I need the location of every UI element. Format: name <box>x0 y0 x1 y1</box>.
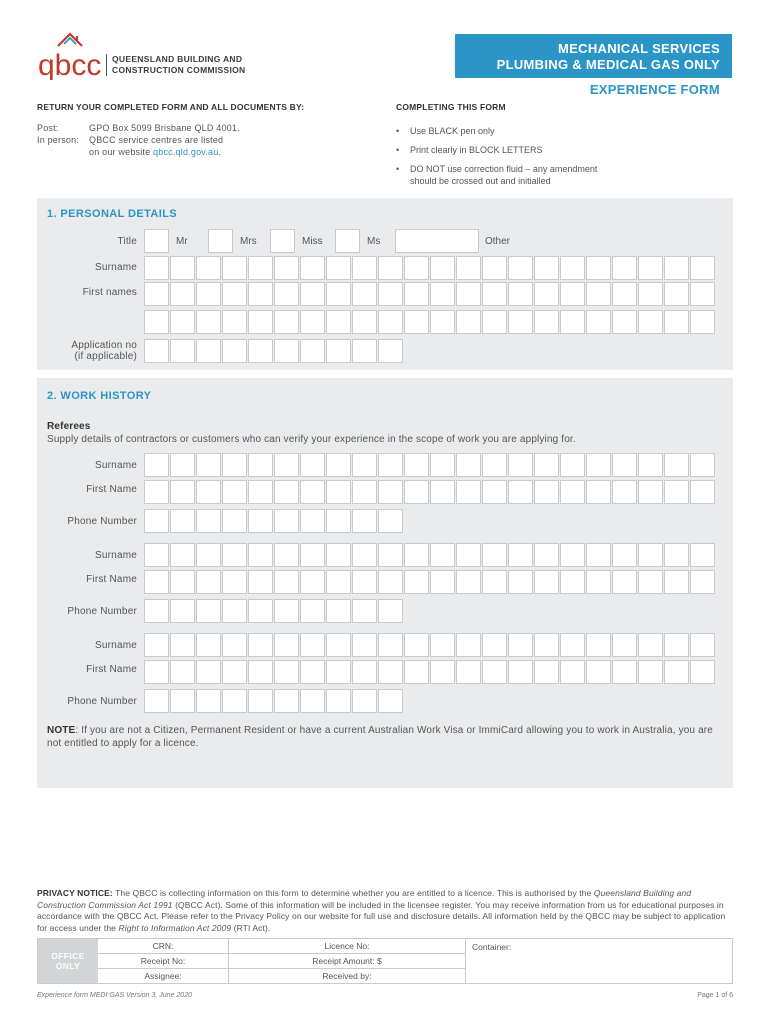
title-line2: PLUMBING & MEDICAL GAS ONLY <box>496 57 720 72</box>
title-label: Title <box>117 236 137 247</box>
referee2-phone-label: Phone Number <box>67 606 137 617</box>
referee1-phone-label: Phone Number <box>67 516 137 527</box>
visa-note: NOTE: If you are not a Citizen, Permanent Resident or have a current Australian Work Visa or ImmiCard allowing you to work in Australia, you are not entitled to apply for a licence. <box>47 725 713 749</box>
work-history-section <box>37 378 733 788</box>
bullet-block-letters: • Print clearly in BLOCK LETTERS <box>410 144 543 156</box>
footer-version: Experience form MEDI GAS Version 3, June 2020 <box>37 992 192 999</box>
post-label: Post: <box>37 123 59 133</box>
referee1-surname-field[interactable] <box>144 453 716 477</box>
office-use-table <box>37 938 733 984</box>
referees-heading: Referees <box>47 421 91 432</box>
receipt-amount-cell: Receipt Amount: $ <box>229 954 465 969</box>
logo-text-line2: CONSTRUCTION COMMISSION <box>112 65 246 75</box>
title-line1: MECHANICAL SERVICES <box>558 41 720 56</box>
receipt-no-cell: Receipt No: <box>98 954 228 969</box>
application-no-label: Application no (if applicable) <box>71 340 137 362</box>
in-person-line2: on our website qbcc.qld.gov.au. <box>89 147 222 157</box>
referee3-surname-field[interactable] <box>144 633 716 657</box>
office-col-2 <box>228 939 465 983</box>
office-col-1 <box>98 939 228 983</box>
completing-heading: COMPLETING THIS FORM <box>396 102 506 112</box>
title-mrs-label: Mrs <box>240 236 257 247</box>
post-value: GPO Box 5099 Brisbane QLD 4001. <box>89 123 240 133</box>
title-other-field[interactable] <box>395 229 479 253</box>
form-title-box <box>455 34 732 78</box>
logo-text <box>112 54 245 76</box>
received-by-cell: Received by: <box>322 971 372 981</box>
title-mr-label: Mr <box>176 236 188 247</box>
title-ms-label: Ms <box>367 236 381 247</box>
work-history-title: 2. WORK HISTORY <box>47 390 152 402</box>
personal-details-title: 1. PERSONAL DETAILS <box>47 208 178 220</box>
referee1-first-name-field[interactable] <box>144 480 716 504</box>
in-person-label: In person: <box>37 135 80 145</box>
assignee-cell: Assignee: <box>144 971 182 981</box>
title-ms-checkbox[interactable] <box>335 229 360 253</box>
referee3-first-name-field[interactable] <box>144 660 716 684</box>
title-miss-checkbox[interactable] <box>270 229 295 253</box>
title-mrs-checkbox[interactable] <box>208 229 233 253</box>
referee3-surname-label: Surname <box>95 640 137 651</box>
surname-field[interactable] <box>144 256 716 280</box>
bullet-black-pen: • Use BLACK pen only <box>410 125 495 137</box>
surname-label: Surname <box>95 262 137 273</box>
licence-no-cell: Licence No: <box>229 939 465 954</box>
crn-cell: CRN: <box>98 939 228 954</box>
referee2-first-name-label: First Name <box>86 574 137 585</box>
referee2-surname-label: Surname <box>95 550 137 561</box>
referee3-phone-field[interactable] <box>144 689 404 713</box>
referee1-phone-field[interactable] <box>144 509 404 533</box>
referee1-first-name-label: First Name <box>86 484 137 495</box>
logo-divider <box>106 54 107 76</box>
referee3-phone-label: Phone Number <box>67 696 137 707</box>
website-link[interactable]: qbcc.qld.gov.au <box>153 147 219 157</box>
privacy-notice: PRIVACY NOTICE: The QBCC is collecting information on this form to determine whether you are entitled to a licence. This is authorised by the Queensland Building and Construction Commission Act 1991 (QBCC Act). Some of this information will be included in the licensee register. You may receive information from us for educational purposes in accordance with the QBCC Act. Please refer to the Privacy Policy on our website for full use and disclosure details. All information held by the QBCC may be subject to application for access under the Right to Information Act 2009 (RTI Act). <box>37 888 726 933</box>
application-no-field[interactable] <box>144 339 404 363</box>
first-names-field-1[interactable] <box>144 282 716 306</box>
footer-page: Page 1 of 6 <box>697 992 733 999</box>
referee2-phone-field[interactable] <box>144 599 404 623</box>
in-person-line1: QBCC service centres are listed <box>89 135 224 145</box>
logo-text-line1: QUEENSLAND BUILDING AND <box>112 54 243 64</box>
title-mr-checkbox[interactable] <box>144 229 169 253</box>
personal-details-section <box>37 198 733 370</box>
logo-letters: qbcc <box>38 49 102 80</box>
first-names-field-2[interactable] <box>144 310 716 334</box>
house-roof-icon <box>58 34 82 46</box>
bullet-correction-fluid: • DO NOT use correction fluid – any amendment should be crossed out and initialled <box>410 163 597 187</box>
referee1-surname-label: Surname <box>95 460 137 471</box>
form-name: EXPERIENCE FORM <box>589 82 720 97</box>
container-cell: Container: <box>465 939 732 983</box>
first-names-label: First names <box>82 287 137 298</box>
referee2-surname-field[interactable] <box>144 543 716 567</box>
title-miss-label: Miss <box>302 236 323 247</box>
return-heading: RETURN YOUR COMPLETED FORM AND ALL DOCUMENTS BY: <box>37 102 305 112</box>
referee2-first-name-field[interactable] <box>144 570 716 594</box>
referee3-first-name-label: First Name <box>86 664 137 675</box>
title-other-label: Other <box>485 236 511 247</box>
office-only-label: OFFICE ONLY <box>38 939 98 983</box>
referees-text: Supply details of contractors or customers who can verify your experience in the scope of work you are applying for. <box>47 434 576 445</box>
